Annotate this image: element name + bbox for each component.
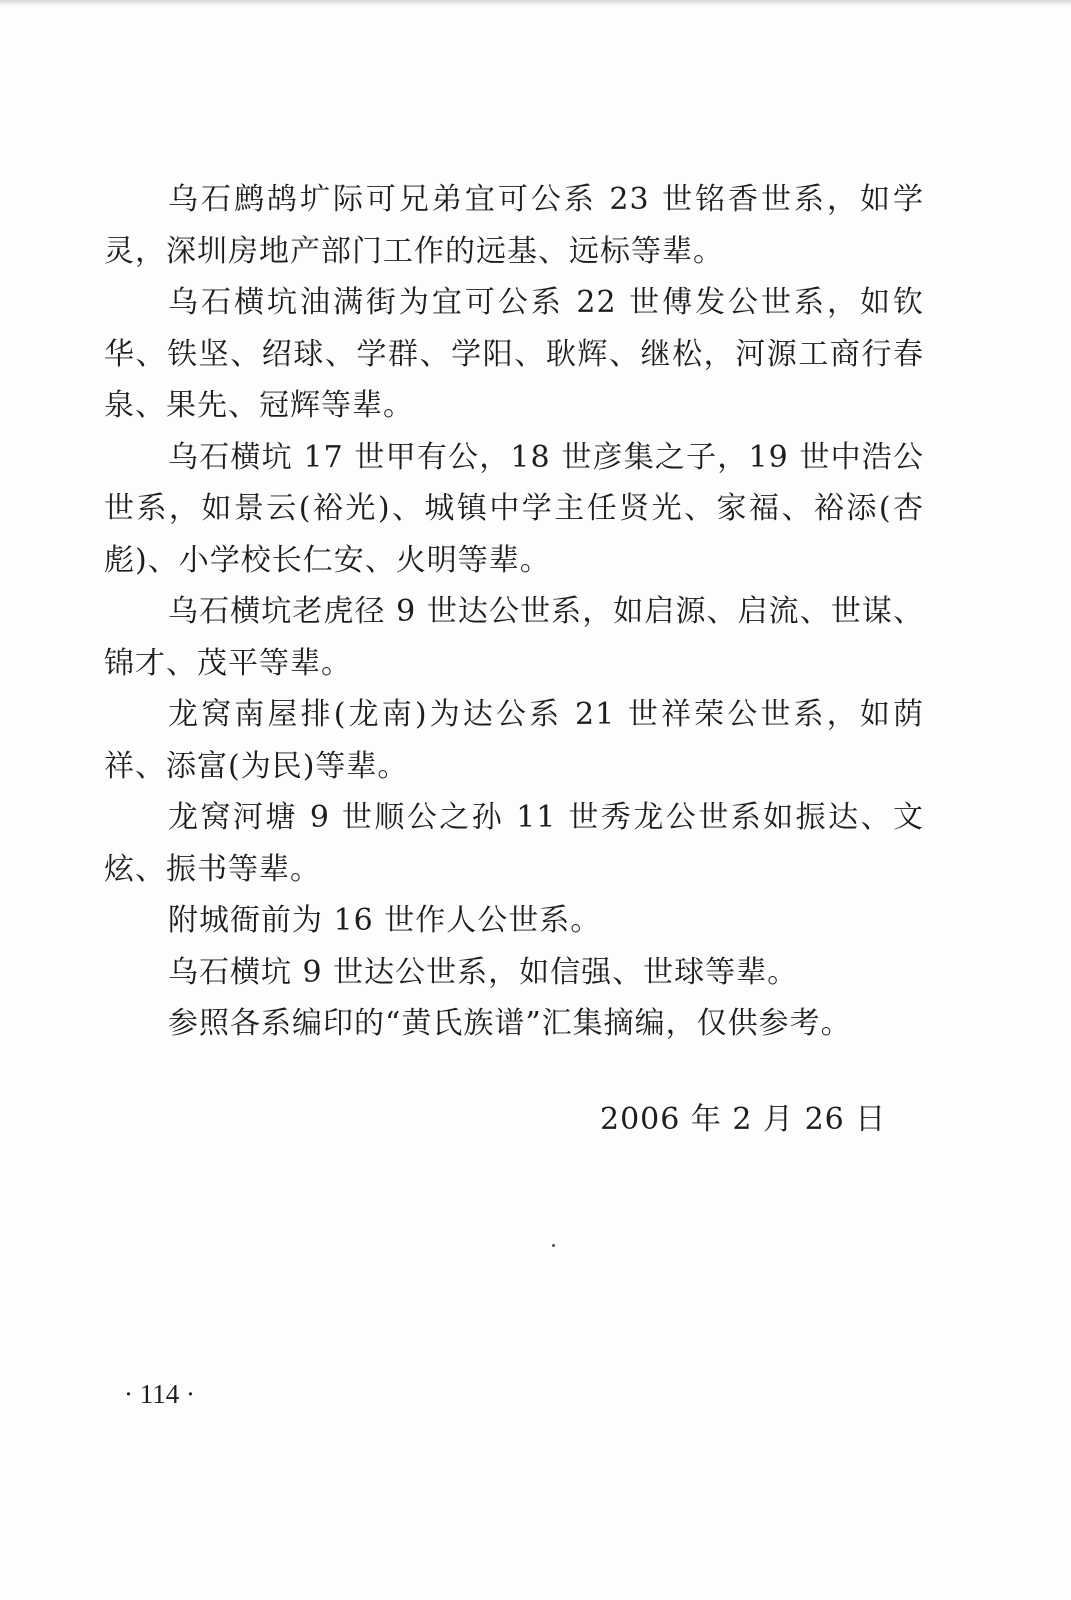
body-text: [104, 174, 924, 1050]
page-number: · 114 ·: [124, 1379, 195, 1409]
paragraph-5: 龙窝南屋排(龙南)为达公系 21 世祥荣公世系，如荫祥、添富(为民)等辈。: [104, 697, 924, 784]
paragraph-9: 参照各系编印的“黄氏族谱”汇集摘编，仅供参考。: [168, 1006, 852, 1041]
paragraph-3: 乌石横坑 17 世甲有公，18 世彦集之子，19 世中浩公世系，如景云(裕光)、城镇中学主任贤光、家福、裕添(杏彪)、小学校长仁安、火明等辈。: [104, 439, 924, 578]
paragraph-8: 乌石横坑 9 世达公世系，如信强、世球等辈。: [168, 954, 799, 990]
paragraph-7: 附城衙前为 16 世作人公世系。: [168, 903, 602, 938]
paragraph-4: 乌石横坑老虎径 9 世达公世系，如启源、启流、世谋、锦才、茂平等辈。: [104, 594, 924, 681]
document-date: 2006 年 2 月 26 日: [600, 1102, 887, 1137]
paragraph-2: 乌石横坑油满街为宜可公系 22 世傅发公世系，如钦华、铁坚、绍球、学群、学阳、耿辉、继松，河源工商行春泉、果先、冠辉等辈。: [104, 285, 924, 423]
paragraph-6: 龙窝河塘 9 世顺公之孙 11 世秀龙公世系如振达、文炫、振书等辈。: [104, 800, 924, 887]
paragraph-1: 乌石鹧鸪圹际可兄弟宜可公系 23 世铭香世系，如学灵，深圳房地产部门工作的远基、远标等辈。: [104, 182, 924, 269]
scan-speck: [552, 1244, 555, 1247]
scan-top-edge: [0, 0, 1071, 6]
